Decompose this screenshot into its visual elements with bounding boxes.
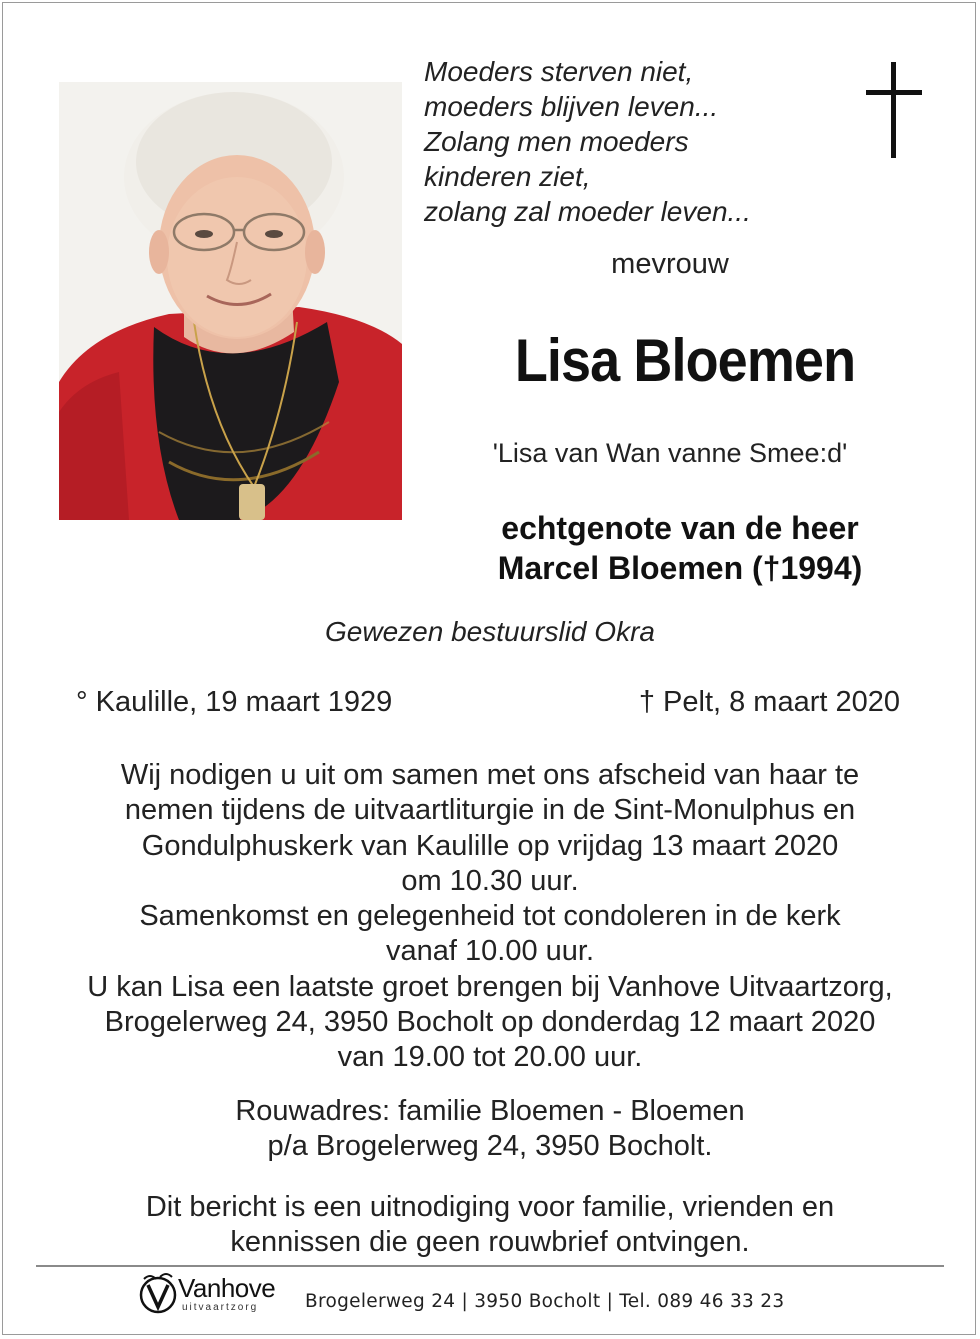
footer-divider <box>36 1265 944 1267</box>
portrait-photo <box>59 82 402 520</box>
logo-name: Vanhove <box>178 1273 276 1303</box>
nickname: 'Lisa van Wan vanne Smee:d' <box>492 438 848 468</box>
birth-date: ° Kaulille, 19 maart 1929 <box>76 686 393 718</box>
notice-line: kennissen die geen rouwbrief ontvingen. <box>230 1226 750 1258</box>
address-line: Rouwadres: familie Bloemen - Bloemen <box>235 1095 745 1127</box>
invitation-text <box>40 758 940 1076</box>
invitation-line: van 19.00 tot 20.00 uur. <box>337 1041 643 1074</box>
address-line: p/a Brogelerweg 24, 3950 Bocholt. <box>267 1130 713 1162</box>
notice-text <box>90 1190 890 1260</box>
deceased-name: Lisa Bloemen <box>514 327 856 394</box>
invitation-line: om 10.30 uur. <box>401 864 579 897</box>
spouse-name: Marcel Bloemen (†1994) <box>497 550 863 586</box>
logo-emblem-icon <box>138 1271 180 1315</box>
spouse-info <box>430 508 930 588</box>
invitation-line: Brogelerweg 24, 3950 Bocholt op donderdag 12 maart 2020 <box>104 1006 876 1039</box>
cross-icon <box>866 62 922 158</box>
invitation-line: U kan Lisa een laatste groet brengen bij Vanhove Uitvaartzorg, <box>87 970 893 1003</box>
invitation-line: Samenkomst en gelegenheid tot condoleren in de kerk <box>139 900 841 933</box>
poem-line: kinderen ziet, <box>424 161 591 192</box>
mourning-address <box>90 1094 890 1164</box>
contact-info: Brogelerweg 24 | 3950 Bocholt | Tel. 089 46 33 23 <box>305 1291 785 1312</box>
title-prefix: mevrouw <box>611 248 729 280</box>
invitation-line: vanaf 10.00 uur. <box>386 935 594 968</box>
spouse-line: echtgenote van de heer <box>501 510 859 546</box>
invitation-line: Wij nodigen u uit om samen met ons afscheid van haar te <box>120 759 860 791</box>
invitation-line: nemen tijdens de uitvaartliturgie in de Sint-Monulphus en <box>124 794 856 827</box>
invitation-line: Gondulphuskerk van Kaulille op vrijdag 13 maart 2020 <box>141 829 839 862</box>
poem-line: moeders blijven leven... <box>424 91 719 122</box>
role: Gewezen bestuurslid Okra <box>325 616 655 647</box>
poem-line: Zolang men moeders <box>424 126 689 157</box>
poem-line: Moeders sterven niet, <box>424 56 694 87</box>
death-date: † Pelt, 8 maart 2020 <box>638 686 900 718</box>
notice-line: Dit bericht is een uitnodiging voor familie, vrienden en <box>145 1191 835 1223</box>
logo-subtitle: uitvaartzorg <box>182 1302 259 1313</box>
poem-line: zolang zal moeder leven... <box>424 196 751 227</box>
poem <box>424 54 844 229</box>
funeral-home-logo <box>138 1271 293 1317</box>
